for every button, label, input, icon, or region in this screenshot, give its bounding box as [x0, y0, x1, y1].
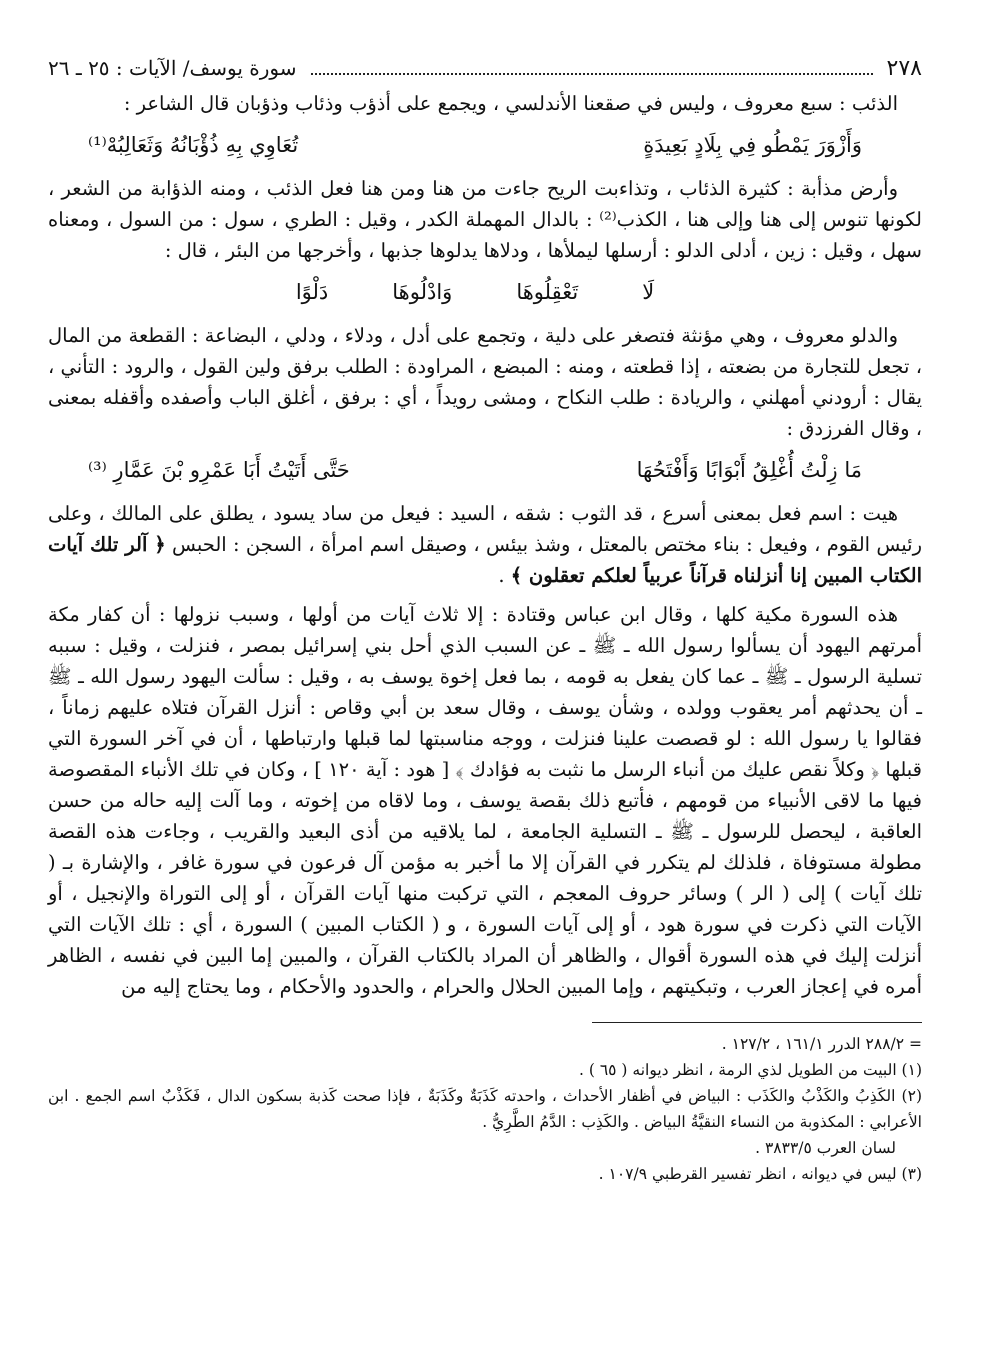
running-header [48, 56, 922, 88]
paragraph-5: هذه السورة مكية كلها ، وقال ابن عباس وقتادة : إلا ثلاث آيات من أولها ، وسبب نزولها : أن كفار مكة أمرتهم اليهود أن يسألوا رسول الله ـ ﷺ ـ عن السبب الذي أحل بني إسرائيل بمصر ، فنزلت ، وقيل : سببه تسلية الرسول ـ ﷺ ـ عما كان يفعل به قومه ، بما فعل إخوة يوسف به ، وقيل : سألت اليهود رسول الله ـ ﷺ ـ أن يحدثهم أمر يعقوب وولده ، وشأن يوسف ، وقال سعد بن أبي وقاص : أنزل القرآن فتلاه عليهم زماناً ، فقالوا يا رسول الله : لو قصصت علينا فنزلت ، ووجه مناسبتها لما قبلها وارتباطها ، أن في آخر السورة التي قبلها ﴿ وكلاً نقص عليك من أنباء الرسل ما نثبت به فؤادك ﴾ [ هود : آية ١٢٠ ] ، وكان في تلك الأنباء المقصوصة فيها ما لاقى الأنبياء من قومهم ، فأتبع ذلك بقصة يوسف ، وما لاقاه من إخوته ، وما آلت إليه حاله من حسن العاقبة ، ليحصل للرسول ـ ﷺ ـ التسلية الجامعة ، لما يلاقيه من أذى البعيد والقريب ، وجاءت هذه القصة مطولة مستوفاة ، فلذلك لم يتكرر في القرآن إلا ما أخبر به مؤمن آل فرعون في سورة غافر ، والإشارة بـ ( تلك آيات ) إلى ( الر ) وسائر حروف المعجم ، التي تركبت منها آيات القرآن ، أو إلى التوراة والإنجيل ، أو الآيات التي ذكرت في سورة هود ، أو إلى آيات السورة ، و ( الكتاب المبين ) السورة ، أي : تلك الآيات التي أنزلت إليك في هذه السورة أقوال ، والظاهر أن المراد بالكتاب القرآن ، والمبين إما البين في نفسه ، الظاهر أمره في إعجاز العرب ، وتبكيتهم ، وإما المبين الحلال والحرام ، والحدود والأحكام ، وما يحتاج إليه من [48, 603, 922, 998]
verse-1 [48, 119, 922, 173]
quran-verse-heading: ﴿ آلر تلك آيات الكتاب المبين إنا أنزلناه قرآناً عربياً لعلكم تعقلون ﴾ [48, 533, 922, 587]
header-dotted-leader [311, 73, 873, 75]
paragraph-4-end: . [498, 564, 511, 587]
verse-1-first-hemistich: وَأَزْوَرَ يَمْطُو فِي بِلَادٍ بَعِيدَةٍ [643, 133, 862, 157]
verse-3-first-hemistich: مَا زِلْتُ أُغْلِقُ أَبْوَابًا وَأَفْتَحُهَا [636, 458, 862, 482]
paragraph-2: وأرض مذأبة : كثيرة الذئاب ، وتذاءبت الريح جاءت من هنا ومن هنا فعل الذئب ، ومنه الذؤابة من الشعر ، لكونها تنوس إلى هنا وإلى هنا ، الكذب⁽²⁾ : بالدال المهملة الكدر ، وقيل : الطري ، سول : من السول ، ومعناه سهل ، وقيل : زين ، أدلى الدلو : أرسلها ليملأها ، ودلاها يدلوها جذبها ، وأخرجها من البئر ، قال : [48, 177, 922, 262]
paragraph-4-text: هيت : اسم فعل بمعنى أسرع ، قد الثوب : شقه ، السيد : فيعل من ساد يسود ، يطلق على المالك ، وعلى رئيس القوم ، وفيعل : بناء مختص بالمعتل ، وشذ بيئس ، وصيقل اسم امرأة ، السجن : الحبس [48, 502, 922, 556]
paragraph-4 [48, 498, 922, 591]
footnote-3: (٣) ليس في ديوانه ، انظر تفسير القرطبي ١٠٧/٩ . [598, 1165, 922, 1183]
paragraph-3: والدلو معروف ، وهي مؤنثة فتصغر على دلية ، وتجمع على أدل ، ودلاء ، ودلي ، البضاعة : القطعة من المال ، تجعل للتجارة من بضعته ، إذا قطعته ، ومنه : المبضع ، المراودة : الطلب برفق ولين القول ، والرود : التأني ، يقال : أرودني أمهلني ، والريادة : طلب النكاح ، ومشى رويداً ، أي : برفق ، أغلق الباب وأصفده وأقفله بمعنى ، وقال الفرزدق : [48, 324, 922, 440]
verse-2 [48, 266, 922, 320]
verse-2-word-1: لَا [642, 280, 655, 304]
verse-2-word-4: دَلْوًا [295, 280, 329, 304]
verse-3 [48, 444, 922, 498]
footnote-separator [592, 1022, 922, 1023]
paragraph-1: الذئب : سبع معروف ، وليس في صقعنا الأندلسي ، ويجمع على أذؤب وذئاب وذؤبان قال الشاعر : [123, 92, 898, 115]
footnotes [48, 1031, 922, 1187]
footnote-2: (٢) الكَذِبُ والكَذْبُ والكَذَب : البياض في أظفار الأحداث ، واحدته كَذَبَةٌ وكَذَبَةٌ ، فإذا صحت كَذبة بسكون الدال ، فَكَذْبٌ اسم الجمع . ابن الأعرابي : المكذوبة من النساء النقيَّةُ البياض . والكَذِب : الدَّمُ الطَّرِيُّ . [48, 1087, 922, 1131]
verse-3-second-hemistich: حَتَّى أَتَيْتُ أَبَا عَمْرِو بْنَ عَمَّارِ ⁽³⁾ [88, 458, 350, 482]
footnote-continuation: = ٢٨٨/٢ الدرر ١٦١/١ ، ١٢٧/٢ . [721, 1035, 922, 1053]
verse-2-word-3: وَادْلُوهَا [392, 280, 453, 304]
footnote-1: (١) البيت من الطويل لذي الرمة ، انظر ديوانه ( ٦٥ ) . [579, 1061, 922, 1079]
verse-1-second-hemistich: تُعَاوِي بِهِ ذُؤْبَانُهُ وَثَعَالِبُهْ⁽¹⁾ [88, 133, 299, 157]
page-number: ٢٧٨ [886, 56, 922, 81]
running-title: سورة يوسف/ الآيات : ٢٥ ـ ٢٦ [48, 56, 297, 80]
verse-2-word-2: تَعْقِلُوهَا [516, 280, 579, 304]
footnote-2-source: لسان العرب ٣٨٣٣/٥ . [755, 1139, 896, 1157]
